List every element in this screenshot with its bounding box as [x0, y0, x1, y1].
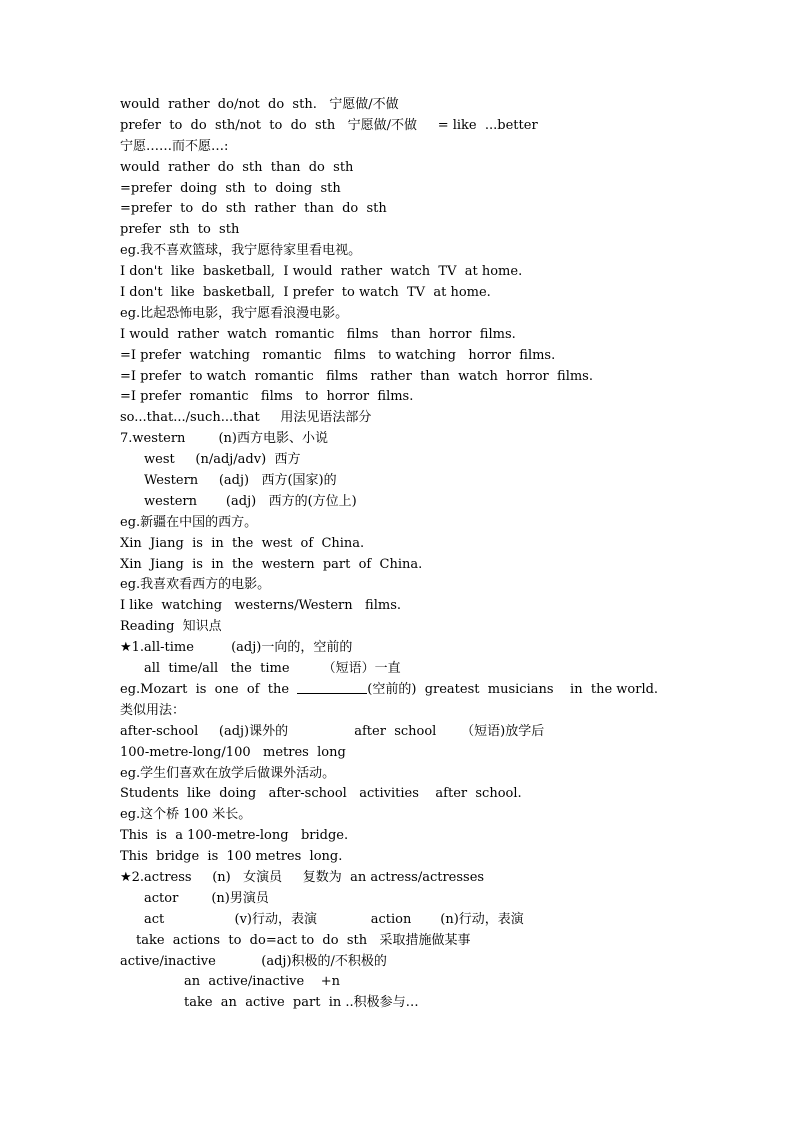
text-line-21: eg.新疆在中国的西方。: [120, 514, 258, 530]
text-line-32: 100-metre-long/100 metres long: [120, 744, 346, 760]
text-line-10: I don't like basketball, I prefer to watch TV at home.: [120, 285, 491, 301]
text-line-36: This is a 100-metre-long bridge.: [120, 828, 349, 844]
text-line-2: prefer to do sth/not to do sth 宁愿做/不做 = like ...better: [120, 117, 538, 133]
text-line-5: =prefer doing sth to doing sth: [120, 180, 341, 196]
text-line-26: Reading 知识点: [120, 619, 222, 635]
sentence-end: (空前的) greatest musicians in the world.: [367, 681, 659, 697]
text-line-42: active/inactive (adj)积极的/不积极的: [120, 953, 387, 969]
text-line-27: ★1.all-time (adj)一向的，空前的: [120, 640, 353, 656]
text-line-38: ★2.actress (n) 女演员 复数为 an actress/actresses: [120, 869, 485, 885]
text-line-35: eg.这个桥 100 米长。: [120, 807, 252, 823]
text-line-14: =I prefer to watch romantic films rather than watch horror films.: [120, 368, 593, 384]
text-line-3: 宁愿……而不愿…:: [120, 138, 229, 154]
text-line-7: prefer sth to sth: [120, 222, 240, 238]
text-line-29: [0, 680, 794, 701]
text-line-41: take actions to do=act to do sth 采取措施做某事: [136, 932, 471, 948]
text-line-25: I like watching westerns/Western films.: [120, 598, 401, 614]
text-line-44: take an active part in ..积极参与…: [184, 995, 419, 1011]
text-line-16: so...that.../such...that 用法见语法部分: [120, 410, 372, 426]
text-line-4: would rather do sth than do sth: [120, 159, 354, 175]
text-line-11: eg.比起恐怖电影，我宁愿看浪漫电影。: [120, 305, 349, 321]
text-line-31: after-school (adj)课外的 after school （短语)放学后: [120, 723, 545, 739]
text-line-28: all time/all the time （短语）一直: [144, 661, 401, 677]
text-line-37: This bridge is 100 metres long.: [120, 849, 343, 865]
text-line-33: eg.学生们喜欢在放学后做课外活动。: [120, 765, 336, 781]
text-line-15: =I prefer romantic films to horror films.: [120, 389, 414, 405]
text-line-34: Students like doing after-school activities after school.: [120, 786, 522, 802]
text-line-9: I don't like basketball, I would rather watch TV at home.: [120, 264, 523, 280]
text-line-8: eg.我不喜欢篮球，我宁愿待家里看电视。: [120, 243, 362, 259]
text-line-39: actor (n)男演员: [144, 890, 269, 906]
text-line-13: =I prefer watching romantic films to watching horror films.: [120, 347, 556, 363]
fill-in-blank[interactable]: [297, 681, 367, 694]
text-line-19: Western (adj) 西方(国家)的: [144, 473, 337, 489]
text-line-30: 类似用法：: [120, 702, 186, 718]
text-line-20: western (adj) 西方的(方位上): [144, 493, 357, 509]
text-line-40: act (v)行动，表演 action (n)行动，表演: [144, 911, 524, 927]
text-line-43: an active/inactive +n: [184, 974, 340, 990]
text-line-22: Xin Jiang is in the west of China.: [120, 535, 365, 551]
text-line-23: Xin Jiang is in the western part of China.: [120, 556, 423, 572]
text-line-17: 7.western (n)西方电影、小说: [120, 431, 328, 447]
text-line-1: would rather do/not do sth. 宁愿做/不做: [120, 97, 399, 112]
sentence-start: eg.Mozart is one of the: [120, 681, 298, 697]
document-page: [0, 95, 794, 1014]
text-line-18: west (n/adj/adv) 西方: [144, 452, 301, 468]
text-line-12: I would rather watch romantic films than horror films.: [120, 326, 516, 342]
text-line-24: eg.我喜欢看西方的电影。: [120, 577, 271, 593]
text-line-6: =prefer to do sth rather than do sth: [120, 201, 387, 217]
